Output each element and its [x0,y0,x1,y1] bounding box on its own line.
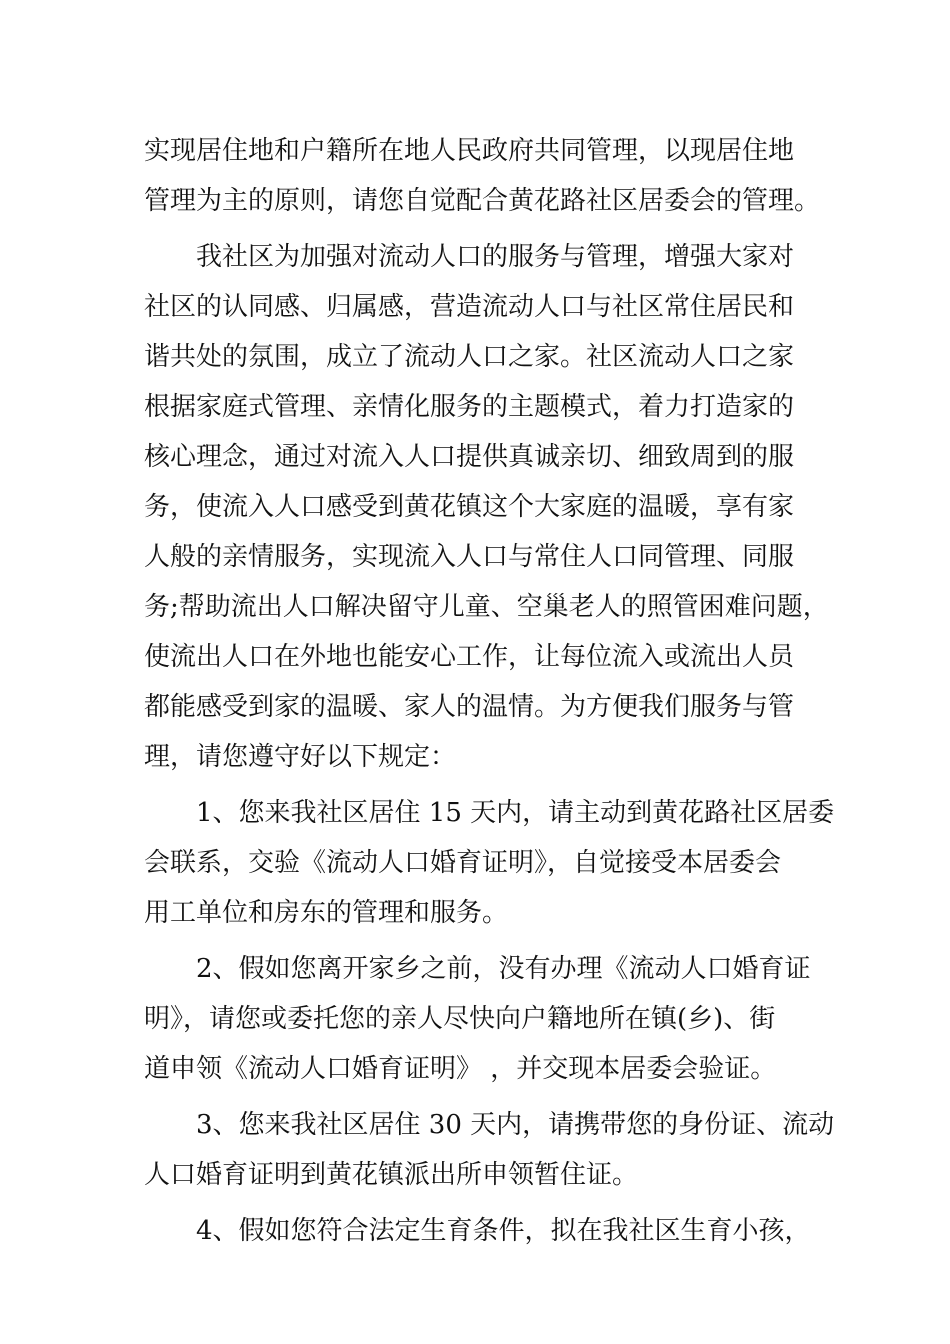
text-line: 社区的认同感、归属感，营造流动人口与社区常住居民和 [144,292,795,322]
text-line: 根据家庭式管理、亲情化服务的主题模式，着力打造家的 [144,392,795,422]
text-line: 实现居住地和户籍所在地人民政府共同管理，以现居住地 [144,136,795,166]
document-body [144,126,835,1256]
text-line: 核心理念，通过对流入人口提供真诚亲切、细致周到的服 [144,442,795,472]
text-line: 用工单位和房东的管理和服务。 [144,898,509,928]
text-line: 人般的亲情服务，实现流入人口与常住人口同管理、同服 [144,542,795,572]
paragraph-start-line: 2、假如您离开家乡之前，没有办理《流动人口婚育证 [196,954,811,984]
text-line: 都能感受到家的温暖、家人的温情。为方便我们服务与管 [144,692,795,722]
text-line: 管理为主的原则，请您自觉配合黄花路社区居委会的管理。 [144,186,821,216]
paragraph-start-line: 1、您来我社区居住 15 天内，请主动到黄花路社区居委 [196,798,835,828]
text-line: 明》，请您或委托您的亲人尽快向户籍地所在镇(乡)、街 [144,1004,776,1034]
paragraph-start-line: 我社区为加强对流动人口的服务与管理，增强大家对 [196,242,795,272]
text-line: 务;帮助流出人口解决留守儿童、空巢老人的照管困难问题， [144,592,829,622]
paragraph-start-line: 4、假如您符合法定生育条件，拟在我社区生育小孩， [196,1216,811,1246]
text-line: 务，使流入人口感受到黄花镇这个大家庭的温暖，享有家 [144,492,795,522]
text-line: 人口婚育证明到黄花镇派出所申领暂住证。 [144,1160,639,1190]
text-line: 理，请您遵守好以下规定： [144,742,457,772]
text-line: 使流出人口在外地也能安心工作，让每位流入或流出人员 [144,642,795,672]
text-line: 谐共处的氛围，成立了流动人口之家。社区流动人口之家 [144,342,795,372]
text-line: 道申领《流动人口婚育证明》 ，并交现本居委会验证。 [144,1054,777,1084]
paragraph-start-line: 3、您来我社区居住 30 天内，请携带您的身份证、流动 [196,1110,835,1140]
text-line: 会联系，交验《流动人口婚育证明》，自觉接受本居委会 [144,848,782,878]
